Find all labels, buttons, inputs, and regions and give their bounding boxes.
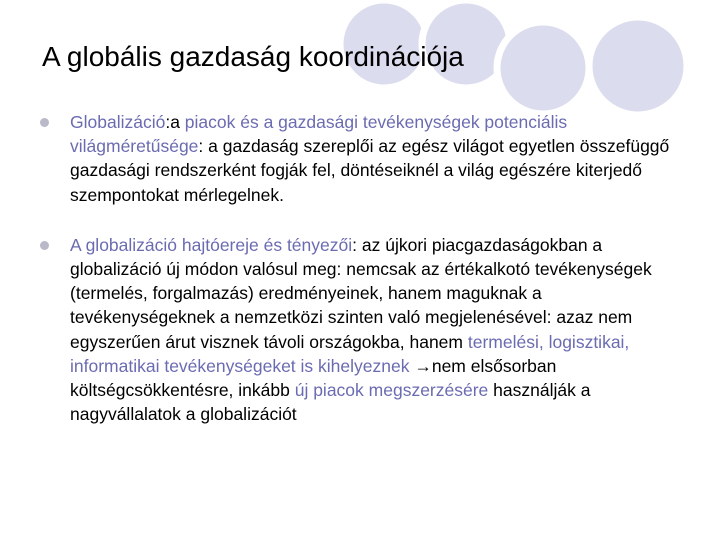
bullet-item [40, 233, 680, 427]
bullet-text-segment: : a gazdaság szereplői az egész világot egyetlen összefüggő gazdasági rendszerként fogják fel, döntéseiknél a világ egészére kiterjedő szempontokat mérlegelnek. [70, 136, 670, 205]
bullet-text-segment: →nem elsősorban költségcsökkentésre, inkább [70, 355, 557, 401]
slide-title: A globális gazdaság koordinációja [42, 41, 464, 72]
bullet-text-segment: piacok és a gazdasági tevékenységek potenciális világméretűsége [70, 112, 568, 157]
bullet-dot-icon [40, 241, 49, 250]
decor-circle [497, 22, 589, 114]
decor-circle [589, 17, 687, 115]
bullet-text-segment: termelési, logisztikai, informatikai tevékenységeket is kihelyeznek [70, 331, 630, 376]
bullet-list [40, 110, 680, 426]
bullet-item [40, 110, 680, 207]
bullet-text-segment: : az újkori piacgazdaságokban a globalizáció új módon valósul meg: nemcsak az értékalkotó tevékenységek (termelés, forgalmazás) eredményeinek, hanem maguknak a tevékenységeknek a nemzetközi szinten való megjelenésével: azaz nem egyszerűen árut visznek távoli országokba, hanem [70, 234, 652, 352]
bullet-text-segment: A globalizáció hajtóereje és tényezői [70, 234, 353, 255]
bullet-text-segment: új piacok megszerzésére [294, 380, 489, 401]
bullet-text-segment: használják a nagyvállalatok a globalizációt [70, 380, 591, 425]
bullet-text-segment: :a [165, 112, 185, 132]
bullet-text-segment: Globalizáció [70, 112, 166, 132]
bullet-dot-icon [40, 118, 49, 127]
